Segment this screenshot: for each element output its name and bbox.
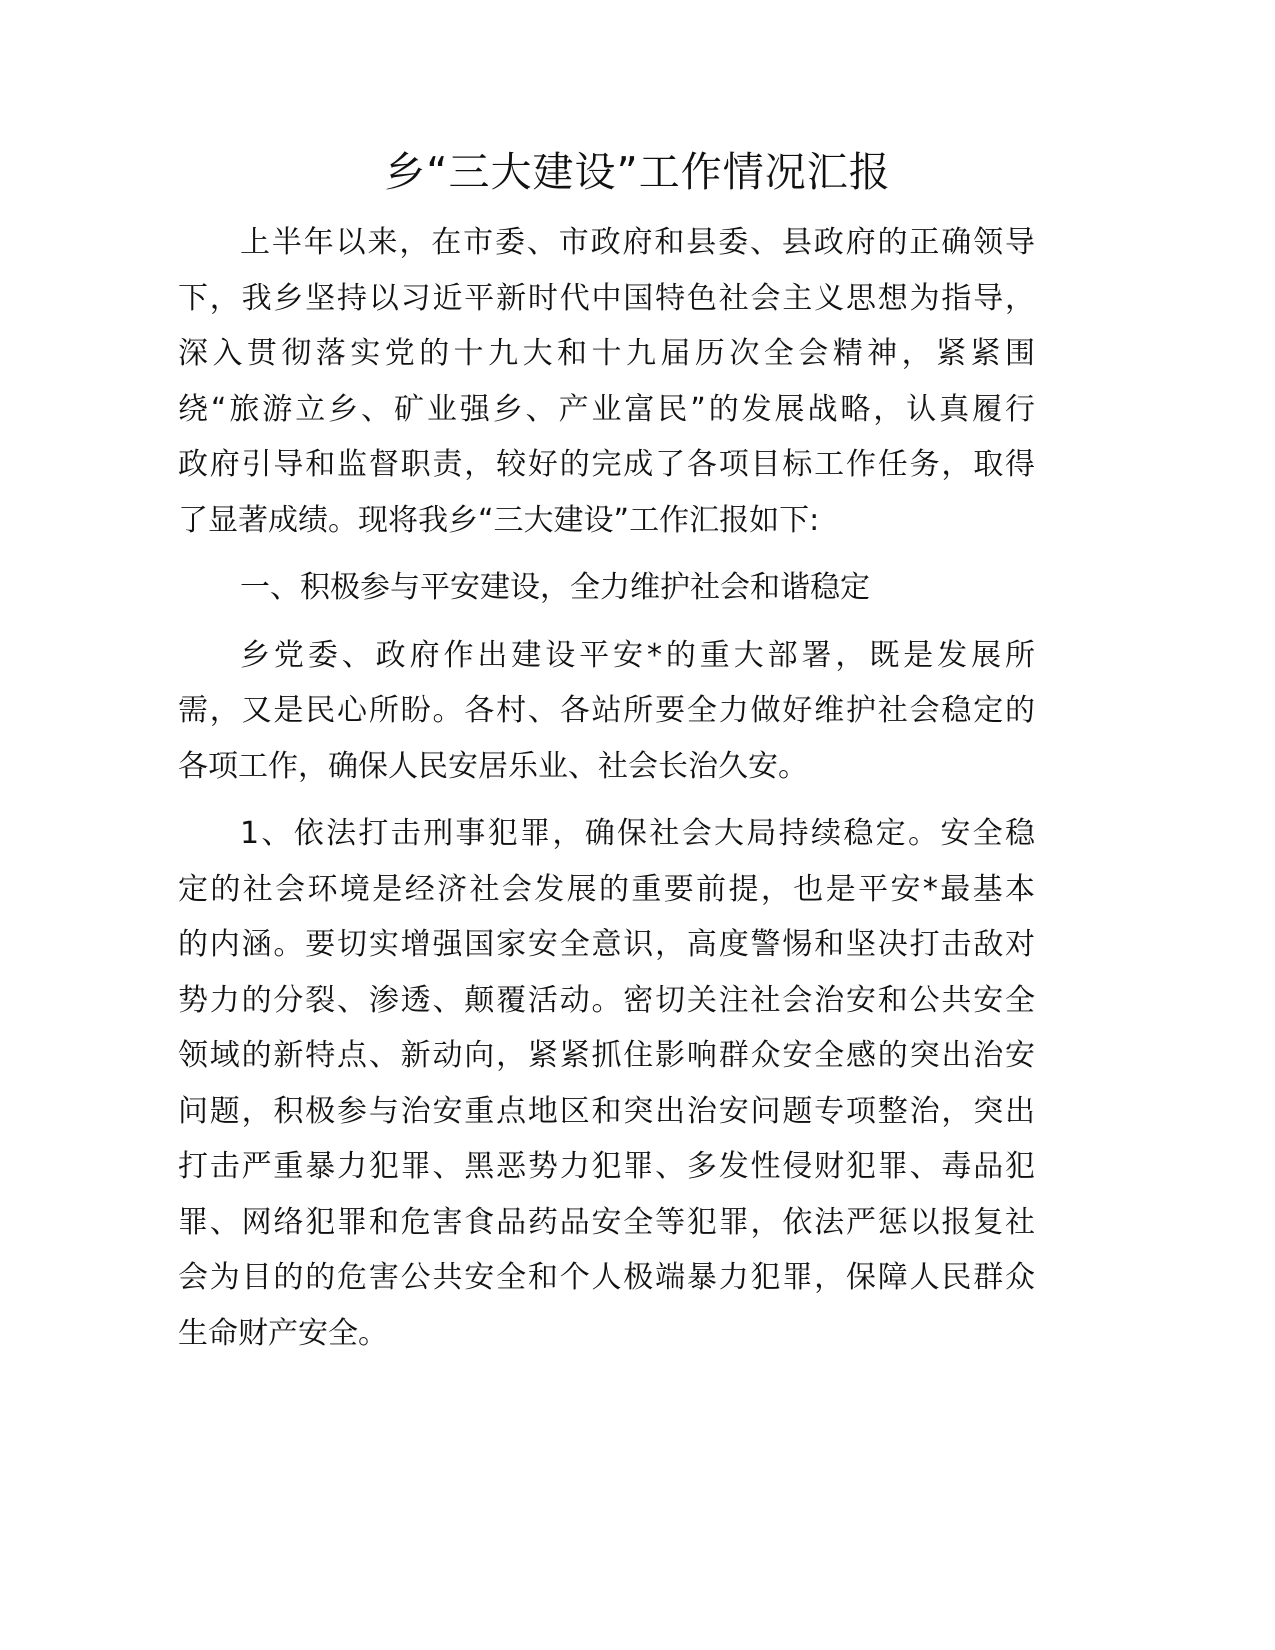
paragraph — [178, 215, 1035, 548]
text-line: 势力的分裂、渗透、颠覆活动。密切关注社会治安和公共安全 — [178, 982, 1035, 1018]
text-line: 打击严重暴力犯罪、黑恶势力犯罪、多发性侵财犯罪、毒品犯 — [178, 1149, 1035, 1184]
text-line: 需，又是民心所盼。各村、各站所要全力做好维护社会稳定的 — [178, 693, 1035, 728]
text-line: 生命财产安全。 — [178, 1315, 388, 1351]
document-body — [178, 215, 1035, 1373]
section-heading — [178, 560, 1035, 616]
text-line: 罪、网络犯罪和危害食品药品安全等犯罪，依法严惩以报复社 — [178, 1204, 1035, 1240]
text-line: 定的社会环境是经济社会发展的重要前提，也是平安*最基本 — [178, 871, 1035, 907]
text-line: 乡党委、政府作出建设平安*的重大部署，既是发展所 — [240, 637, 1035, 673]
text-line: 政府引导和监督职责，较好的完成了各项目标工作任务，取得 — [178, 447, 1035, 482]
paragraph — [178, 628, 1035, 795]
text-line: 的内涵。要切实增强国家安全意识，高度警惕和坚决打击敌对 — [178, 927, 1035, 962]
text-line: 会为目的的危害公共安全和个人极端暴力犯罪，保障人民群众 — [178, 1260, 1035, 1295]
text-line: 问题，积极参与治安重点地区和突出治安问题专项整治，突出 — [178, 1093, 1035, 1129]
text-line: 上半年以来，在市委、市政府和县委、县政府的正确领导 — [240, 225, 1035, 260]
text-line: 绕“旅游立乡、矿业强乡、产业富民”的发展战略，认真履行 — [178, 391, 1035, 427]
text-line: 各项工作，确保人民安居乐业、社会长治久安。 — [178, 748, 808, 784]
text-line: 下，我乡坚持以习近平新时代中国特色社会主义思想为指导， — [178, 280, 1035, 316]
text-line: 1、依法打击刑事犯罪，确保社会大局持续稳定。安全稳 — [240, 816, 1035, 851]
text-line: 一、积极参与平安建设，全力维护社会和谐稳定 — [240, 570, 870, 605]
paragraph — [178, 806, 1035, 1361]
text-line: 深入贯彻落实党的十九大和十九届历次全会精神，紧紧围 — [178, 336, 1035, 371]
document-title: 乡“三大建设”工作情况汇报 — [384, 148, 891, 196]
text-line: 领域的新特点、新动向，紧紧抓住影响群众安全感的突出治安 — [178, 1038, 1035, 1073]
text-line: 了显著成绩。现将我乡“三大建设”工作汇报如下: — [178, 502, 820, 538]
